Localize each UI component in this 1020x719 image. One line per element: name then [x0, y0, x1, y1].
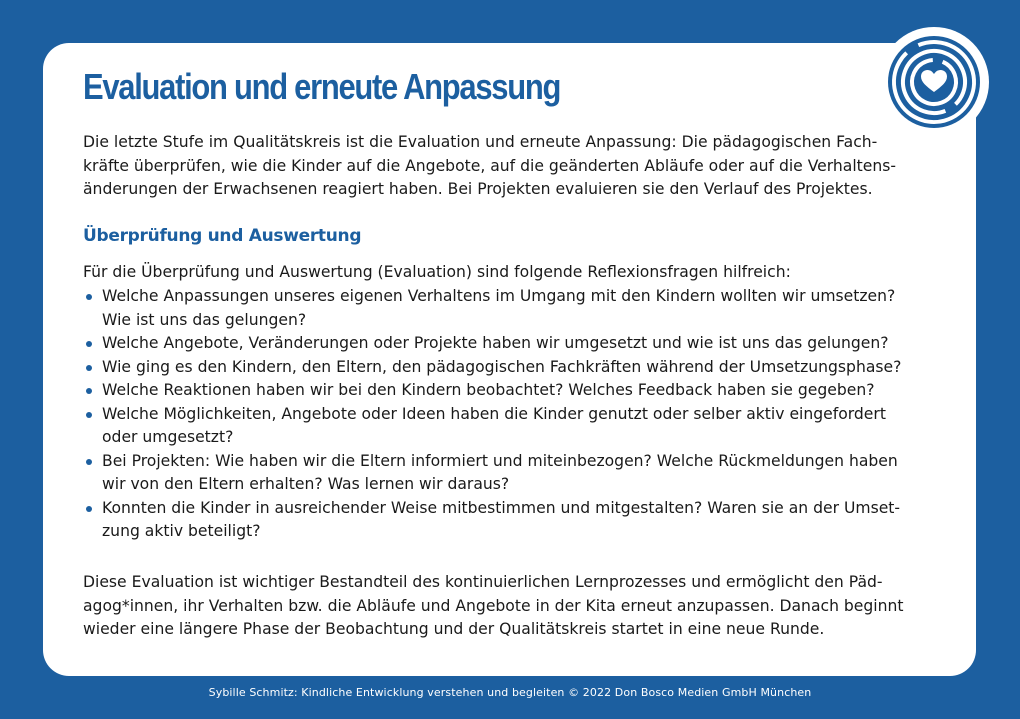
outro-line: wieder eine längere Phase der Beobachtung und der Qualitätskreis startet in eine neue Runde. [83, 620, 825, 638]
question-line: Welche Reaktionen haben wir bei den Kindern beobachtet? Welches Feedback haben sie gegeben? [102, 381, 875, 399]
list-item [83, 332, 933, 356]
list-item [83, 379, 933, 403]
heart-maze-icon [877, 25, 991, 139]
question-line: Welche Angebote, Veränderungen oder Projekte haben wir umgesetzt und wie ist uns das gelungen? [102, 334, 889, 352]
question-line: Konnten die Kinder in ausreichender Weise mitbestimmen und mitgestalten? Waren sie an der Umset- [102, 498, 901, 517]
intro-paragraph [83, 131, 933, 202]
question-line: Wie ist uns das gelungen? [102, 310, 307, 329]
question-line: Welche Möglichkeiten, Angebote oder Ideen haben die Kinder genutzt oder selber aktiv eingefordert [102, 404, 886, 423]
list-item [83, 356, 933, 380]
reflection-questions-list [83, 285, 933, 544]
copyright-footer: Sybille Schmitz: Kindliche Entwicklung verstehen und begleiten © 2022 Don Bosco Medien GmbH München [208, 686, 812, 699]
list-item [83, 403, 933, 450]
question-line: Wie ging es den Kindern, den Eltern, den pädagogischen Fachkräften während der Umsetzungsphase? [102, 357, 902, 376]
intro-line: änderungen der Erwachsenen reagiert haben. Bei Projekten evaluieren sie den Verlauf des Projektes. [83, 180, 873, 198]
section-heading: Überprüfung und Auswertung [83, 226, 362, 246]
outro-line: agog*innen, ihr Verhalten bzw. die Abläufe und Angebote in der Kita erneut anzupassen. Danach beginnt [83, 596, 904, 615]
closing-paragraph [83, 571, 933, 642]
intro-line: kräfte überprüfen, wie die Kinder auf die Angebote, auf die geänderten Abläufe oder auf die Verhaltens- [83, 156, 897, 175]
list-item [83, 450, 933, 497]
page-title: Evaluation und erneute Anpassung [83, 66, 561, 107]
outro-line: Diese Evaluation ist wichtiger Bestandteil des kontinuierlichen Lernprozesses und ermöglicht den Päd- [83, 573, 883, 591]
list-item [83, 497, 933, 544]
list-item [83, 285, 933, 332]
question-line: wir von den Eltern erhalten? Was lernen wir daraus? [102, 475, 510, 493]
question-line: Bei Projekten: Wie haben wir die Eltern informiert und miteinbezogen? Welche Rückmeldungen haben [102, 451, 898, 470]
question-line: Welche Anpassungen unseres eigenen Verhaltens im Umgang mit den Kindern wollten wir umsetzen? [102, 287, 896, 305]
question-line: zung aktiv beteiligt? [102, 522, 261, 540]
question-line: oder umgesetzt? [102, 428, 234, 446]
intro-line: Die letzte Stufe im Qualitätskreis ist die Evaluation und erneute Anpassung: Die pädagogischen Fach- [83, 133, 878, 151]
questions-lead: Für die Überprüfung und Auswertung (Evaluation) sind folgende Reflexionsfragen hilfreich: [83, 263, 791, 281]
